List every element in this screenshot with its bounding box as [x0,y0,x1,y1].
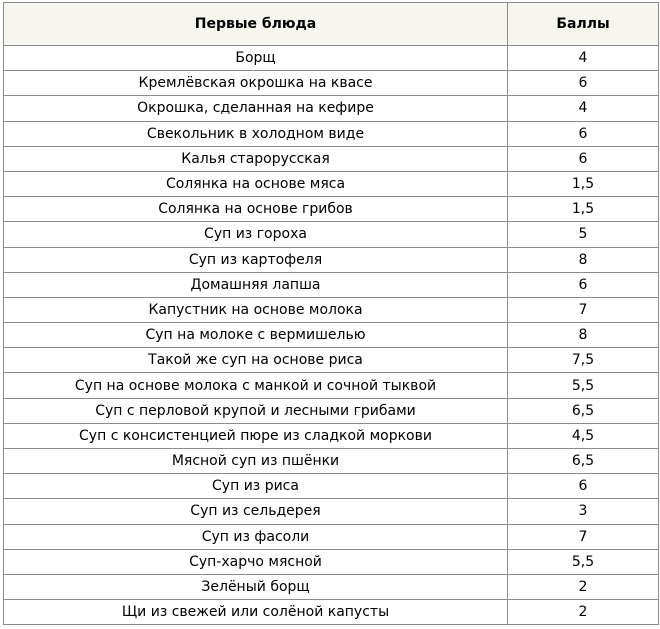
score-cell: 6 [508,272,659,297]
table-row [4,222,659,247]
dish-cell: Солянка на основе мяса [4,171,508,196]
dish-cell: Суп с перловой крупой и лесными грибами [4,398,508,423]
dish-cell: Окрошка, сделанная на кефире [4,96,508,121]
table-row [4,474,659,499]
dish-cell: Мясной суп из пшёнки [4,449,508,474]
table-row [4,247,659,272]
score-cell: 3 [508,499,659,524]
table-row [4,71,659,96]
table-row [4,323,659,348]
table-row [4,398,659,423]
score-cell: 5 [508,222,659,247]
dish-cell: Борщ [4,46,508,71]
dish-cell: Суп на молоке с вермишелью [4,323,508,348]
table-row [4,423,659,448]
dish-cell: Такой же суп на основе риса [4,348,508,373]
table-row [4,146,659,171]
score-cell: 8 [508,323,659,348]
table-row [4,348,659,373]
score-cell: 6,5 [508,398,659,423]
dish-cell: Суп из фасоли [4,524,508,549]
table-row [4,96,659,121]
header-dish: Первые блюда [4,3,508,46]
score-cell: 4 [508,46,659,71]
dish-cell: Калья старорусская [4,146,508,171]
score-cell: 6 [508,474,659,499]
table-row [4,600,659,625]
dish-cell: Зелёный борщ [4,574,508,599]
table-row [4,171,659,196]
dish-cell: Суп из картофеля [4,247,508,272]
dish-cell: Суп из гороха [4,222,508,247]
table-row [4,574,659,599]
dish-cell: Щи из свежей или солёной капусты [4,600,508,625]
score-cell: 4 [508,96,659,121]
table-row [4,121,659,146]
dish-cell: Капустник на основе молока [4,297,508,322]
score-cell: 5,5 [508,549,659,574]
table-row [4,499,659,524]
table-row [4,297,659,322]
dish-cell: Суп-харчо мясной [4,549,508,574]
score-cell: 2 [508,574,659,599]
dish-cell: Суп на основе молока с манкой и сочной тыквой [4,373,508,398]
dish-cell: Суп из сельдерея [4,499,508,524]
score-cell: 4,5 [508,423,659,448]
dish-cell: Кремлёвская окрошка на квасе [4,71,508,96]
table-row [4,197,659,222]
scores-table [3,2,659,625]
score-cell: 6 [508,146,659,171]
dish-cell: Суп с консистенцией пюре из сладкой моркови [4,423,508,448]
table-row [4,373,659,398]
table-row [4,549,659,574]
dish-cell: Солянка на основе грибов [4,197,508,222]
table-row [4,449,659,474]
score-cell: 6 [508,121,659,146]
score-cell: 7,5 [508,348,659,373]
table-row [4,524,659,549]
dish-cell: Домашняя лапша [4,272,508,297]
score-cell: 7 [508,524,659,549]
score-cell: 1,5 [508,197,659,222]
score-cell: 8 [508,247,659,272]
table-row [4,272,659,297]
table-header-row [4,3,659,46]
score-cell: 6,5 [508,449,659,474]
score-cell: 2 [508,600,659,625]
dish-cell: Свекольник в холодном виде [4,121,508,146]
header-score: Баллы [508,3,659,46]
table-row [4,46,659,71]
score-cell: 7 [508,297,659,322]
score-cell: 5,5 [508,373,659,398]
dish-cell: Суп из риса [4,474,508,499]
score-cell: 1,5 [508,171,659,196]
score-cell: 6 [508,71,659,96]
